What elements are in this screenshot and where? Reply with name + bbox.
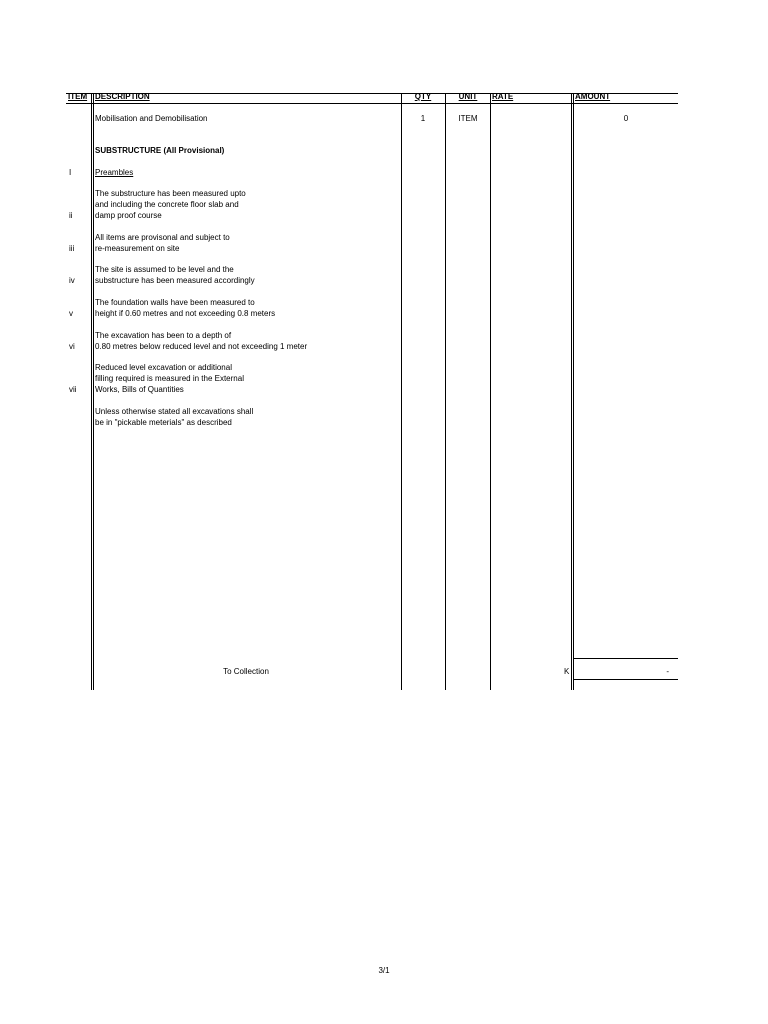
- mobilisation-amount: 0: [623, 114, 629, 123]
- clause-ii-item-number: ii: [69, 211, 73, 220]
- column-rule-description-left-b: [93, 93, 94, 690]
- clause-excavations-line-1: Unless otherwise stated all excavations shall: [95, 407, 254, 416]
- clause-ii-line-1: The substructure has been measured upto: [95, 189, 246, 198]
- to-collection-label: To Collection: [223, 667, 269, 676]
- column-rule-amount-left-a: [571, 93, 572, 690]
- clause-vi-item-number: vi: [69, 342, 75, 351]
- header-rate: RATE: [492, 92, 514, 101]
- clause-ii-line-2: and including the concrete floor slab and: [95, 200, 239, 209]
- total-bottom-rule: [573, 679, 678, 680]
- header-unit: UNIT: [458, 92, 478, 101]
- header-item: ITEM: [68, 92, 88, 101]
- header-amount: AMOUNT: [575, 92, 611, 101]
- clause-vii-item-number: vii: [69, 385, 77, 394]
- clause-iv-line-2: substructure has been measured accordingly: [95, 276, 255, 285]
- column-rule-rate-left: [490, 93, 491, 690]
- preambles-item-number: I: [69, 168, 72, 177]
- clause-iv-item-number: iv: [69, 276, 75, 285]
- clause-v-line-1: The foundation walls have been measured to: [95, 298, 255, 307]
- page-number: 3/1: [378, 966, 390, 975]
- currency-label: K: [564, 667, 570, 676]
- mobilisation-qty: 1: [420, 114, 426, 123]
- mobilisation-description: Mobilisation and Demobilisation: [95, 114, 208, 123]
- collection-total: -: [666, 667, 669, 676]
- header-qty: QTY: [414, 92, 432, 101]
- clause-vii-line-3: Works, Bills of Quantities: [95, 385, 184, 394]
- section-heading: SUBSTRUCTURE (All Provisional): [95, 146, 225, 155]
- clause-ii-line-3: damp proof course: [95, 211, 162, 220]
- column-rule-qty-left: [401, 93, 402, 690]
- clause-v-item-number: v: [69, 309, 73, 318]
- mobilisation-unit: ITEM: [458, 114, 478, 123]
- clause-vii-line-2: filling required is measured in the External: [95, 374, 244, 383]
- column-rule-amount-left-b: [573, 93, 574, 690]
- column-rule-description-left-a: [91, 93, 92, 690]
- header-bottom-rule: [66, 103, 678, 104]
- clause-iii-line-2: re-measurement on site: [95, 244, 180, 253]
- clause-iv-line-1: The site is assumed to be level and the: [95, 265, 234, 274]
- clause-v-line-2: height if 0.60 metres and not exceeding 0.8 meters: [95, 309, 276, 318]
- clause-iii-line-1: All items are provisonal and subject to: [95, 233, 230, 242]
- clause-vi-line-2: 0.80 metres below reduced level and not exceeding 1 meter: [95, 342, 308, 351]
- total-top-rule: [573, 658, 678, 659]
- clause-iii-item-number: iii: [69, 244, 75, 253]
- clause-excavations-line-2: be in "pickable meterials" as described: [95, 418, 232, 427]
- clause-vii-line-1: Reduced level excavation or additional: [95, 363, 232, 372]
- header-description: DESCRIPTION: [95, 92, 150, 101]
- column-rule-unit-left: [445, 93, 446, 690]
- preambles-label: Preambles: [95, 168, 134, 177]
- clause-vi-line-1: The excavation has been to a depth of: [95, 331, 232, 340]
